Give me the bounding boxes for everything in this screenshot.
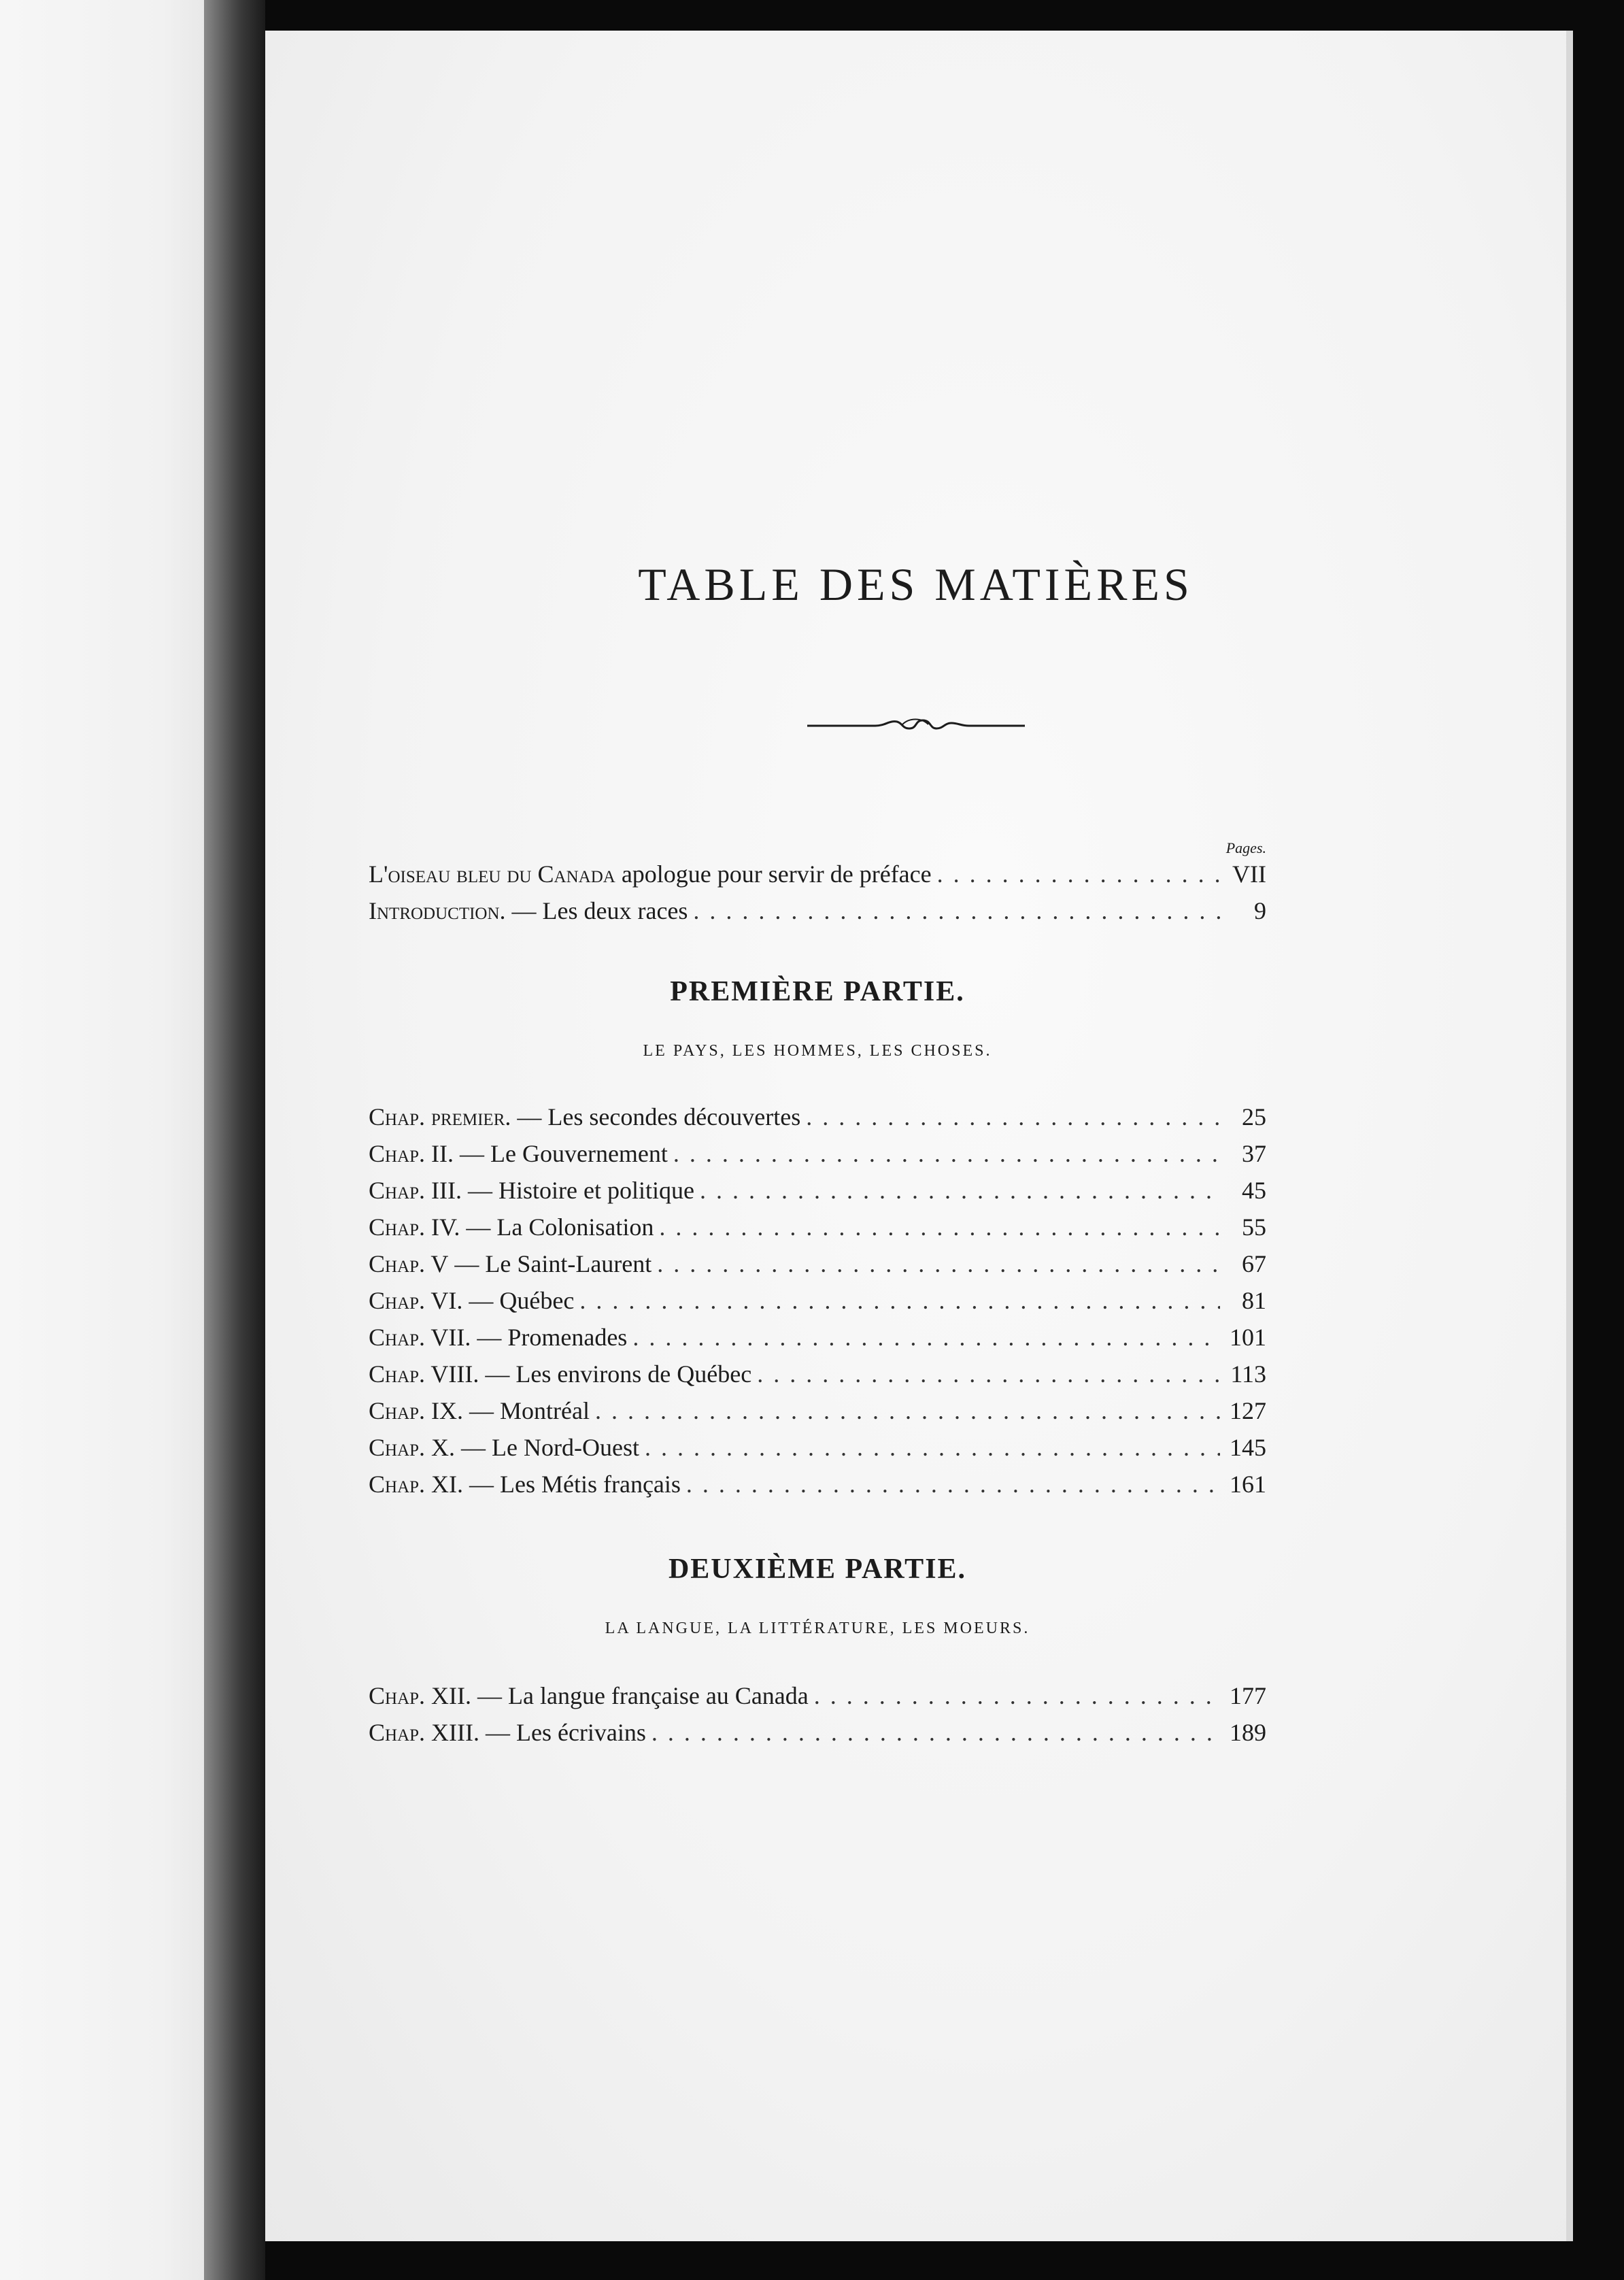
page-number: 127 bbox=[1230, 1397, 1266, 1424]
entry-label: Chap. XI. bbox=[369, 1471, 464, 1498]
entry-label: Chap. XII. bbox=[369, 1682, 471, 1709]
page-number: 55 bbox=[1242, 1213, 1266, 1241]
dot-leader bbox=[693, 896, 1220, 925]
page-number: 101 bbox=[1230, 1324, 1266, 1351]
page-number: 9 bbox=[1254, 897, 1266, 924]
entry-text: — Le Nord-Ouest bbox=[455, 1434, 639, 1461]
page-number: 67 bbox=[1242, 1250, 1266, 1277]
dot-leader bbox=[686, 1470, 1220, 1498]
entry-text: — Les environs de Québec bbox=[479, 1360, 752, 1388]
toc-entry[interactable] bbox=[369, 1103, 1266, 1139]
toc-entry[interactable] bbox=[369, 1323, 1266, 1360]
dot-leader bbox=[757, 1360, 1220, 1388]
toc-entry[interactable] bbox=[369, 1396, 1266, 1433]
entry-text: — Le Saint-Laurent bbox=[448, 1250, 652, 1277]
entry-label: Chap. X. bbox=[369, 1434, 456, 1461]
entry-label: Chap. XIII. bbox=[369, 1719, 479, 1746]
entry-label: Chap. IX. bbox=[369, 1397, 464, 1424]
entry-label: Chap. premier. bbox=[369, 1103, 511, 1130]
dot-leader bbox=[814, 1681, 1220, 1710]
entry-text: — Les secondes découvertes bbox=[511, 1103, 801, 1130]
toc-entry-preface[interactable] bbox=[369, 860, 1266, 896]
entry-text: — Promenades bbox=[471, 1324, 628, 1351]
entry-text: — Les écrivains bbox=[479, 1719, 646, 1746]
dot-leader bbox=[806, 1103, 1220, 1131]
toc-entry[interactable] bbox=[369, 1718, 1266, 1755]
part-two-title: DEUXIÈME PARTIE. bbox=[668, 1554, 967, 1585]
dot-leader bbox=[645, 1433, 1220, 1462]
entry-text: apologue pour servir de préface bbox=[615, 860, 932, 888]
entry-label: Chap. VI. bbox=[369, 1287, 463, 1314]
toc-entry[interactable] bbox=[369, 1681, 1266, 1718]
entry-text: — Le Gouvernement bbox=[454, 1140, 668, 1167]
page-number: 189 bbox=[1230, 1719, 1266, 1746]
dot-leader bbox=[700, 1176, 1220, 1205]
entry-label: L'oiseau bleu du Canada bbox=[369, 860, 615, 888]
toc-entry[interactable] bbox=[369, 1176, 1266, 1213]
toc-entry[interactable] bbox=[369, 1213, 1266, 1250]
table-of-contents bbox=[369, 837, 1266, 1755]
toc-entry[interactable] bbox=[369, 1139, 1266, 1176]
entry-text: — Les deux races bbox=[505, 897, 688, 924]
entry-text: — Québec bbox=[462, 1287, 575, 1314]
page-title: TABLE DES MATIÈRES bbox=[638, 558, 1194, 610]
entry-label: Chap. II. bbox=[369, 1140, 454, 1167]
toc-entry-introduction[interactable] bbox=[369, 896, 1266, 933]
entry-text: — Les Métis français bbox=[463, 1471, 681, 1498]
page-number: 145 bbox=[1230, 1434, 1266, 1461]
part-one-subtitle: LE PAYS, LES HOMMES, LES CHOSES. bbox=[643, 1042, 992, 1060]
part-two-subtitle: LA LANGUE, LA LITTÉRATURE, LES MOEURS. bbox=[605, 1620, 1030, 1637]
entry-label: Chap. VII. bbox=[369, 1324, 471, 1351]
page-number: 45 bbox=[1242, 1177, 1266, 1204]
entry-label: Chap. III. bbox=[369, 1177, 462, 1204]
pages-column-heading: Pages. bbox=[1225, 839, 1266, 856]
book-gutter bbox=[204, 0, 265, 2280]
entry-text: — Montréal bbox=[463, 1397, 590, 1424]
dot-leader bbox=[657, 1250, 1220, 1278]
part-one-title: PREMIÈRE PARTIE. bbox=[670, 976, 965, 1007]
toc-entry[interactable] bbox=[369, 1250, 1266, 1286]
toc-entry[interactable] bbox=[369, 1433, 1266, 1470]
dot-leader bbox=[632, 1323, 1220, 1352]
toc-entry[interactable] bbox=[369, 1286, 1266, 1323]
entry-label: Introduction. bbox=[369, 897, 506, 924]
dot-leader bbox=[579, 1286, 1220, 1315]
entry-text: — La Colonisation bbox=[460, 1213, 654, 1241]
page-number: 113 bbox=[1230, 1360, 1266, 1388]
dot-leader bbox=[673, 1139, 1220, 1168]
page-number: 177 bbox=[1230, 1682, 1266, 1709]
ornament-divider bbox=[265, 711, 1566, 741]
toc-entry[interactable] bbox=[369, 1470, 1266, 1507]
page-number: 25 bbox=[1242, 1103, 1266, 1130]
entry-label: Chap. IV. bbox=[369, 1213, 460, 1241]
page-number: 37 bbox=[1242, 1140, 1266, 1167]
dot-leader bbox=[937, 860, 1220, 888]
page-number: VII bbox=[1232, 860, 1266, 888]
dot-leader bbox=[595, 1396, 1220, 1425]
entry-text: — La langue française au Canada bbox=[471, 1682, 809, 1709]
page-number: 81 bbox=[1242, 1287, 1266, 1314]
dot-leader bbox=[659, 1213, 1220, 1241]
entry-label: Chap. V bbox=[369, 1250, 449, 1277]
entry-label: Chap. VIII. bbox=[369, 1360, 479, 1388]
entry-text: — Histoire et politique bbox=[462, 1177, 694, 1204]
facing-page bbox=[0, 0, 204, 2280]
toc-entry[interactable] bbox=[369, 1360, 1266, 1396]
page-number: 161 bbox=[1230, 1471, 1266, 1498]
dot-leader bbox=[652, 1718, 1220, 1747]
toc-page bbox=[265, 31, 1573, 2241]
